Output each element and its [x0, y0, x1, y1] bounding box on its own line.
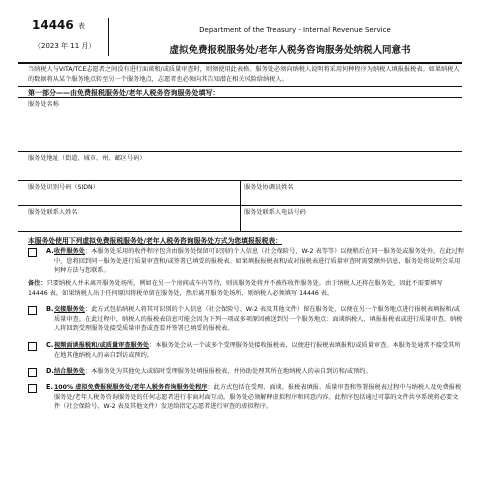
- field-divider: [18, 151, 462, 152]
- option-letter: E.: [46, 383, 54, 391]
- field-column-divider: [240, 180, 241, 231]
- field-divider: [18, 97, 462, 98]
- field-divider: [18, 231, 462, 232]
- option-a-checkbox[interactable]: [28, 248, 37, 257]
- option-letter: B.: [46, 305, 54, 313]
- option-title: 结合服务处: [54, 368, 85, 375]
- form-date: （2023 年 11 月）: [34, 42, 96, 50]
- option-description: ：此方式包括纳税人将其可识别的个人信息（社会保险号、W-2 表及其他文件）留在服务处，以便在另一个服务地点进行报税表填报和/或质量审查。在此过程中，纳税人的报税表信息可能会因为下列一项或多项原因被送到另一个服务地点：面谈纳税人、填报报税表或进行质量审查。纳税人将回到受理服务处接受质量审查或查看并签署已填妥的报税表。: [54, 306, 463, 332]
- contact-name-field[interactable]: 服务处联系人姓名: [28, 209, 78, 216]
- option-letter: D.: [46, 367, 54, 375]
- note-paragraph: [28, 279, 464, 299]
- option-e-checkbox[interactable]: [28, 384, 37, 393]
- form-identifier: [18, 18, 109, 56]
- note-text: 只要纳税人并未离开服务处场所，例如在另一个房间或车内等待，则该服务处将并不被作收件服务处。由于纳税人还将在服务处，因此不需要填写 14446 表。如果纳税人出于任何原因将税单留在服务处，然后离开服务处场所，则纳税人必须填写 14446 表。: [28, 280, 443, 297]
- sidn-field[interactable]: 服务处识别号码（SIDN）: [28, 184, 99, 191]
- option-text: [54, 305, 464, 334]
- form-number: 14446: [32, 18, 74, 32]
- note-label: 备注：: [28, 280, 47, 287]
- option-description: ：此方式包括在受理、面谈、报税表填报、质量审查和签署报税表过程中与纳税人及免费报税服务处/老年人税务咨询服务处的任何志愿者进行非面对面互动。服务处必须解释虚拟程序和同意内容。此程序包括通过可靠的文件共享系统将必要文件（社会保险号、W-2 表及其他文件）发送给指定志愿者进行审查的虚拟程序。: [54, 384, 462, 410]
- option-title: 视频面谈报税和/或质量审查服务处: [54, 342, 150, 349]
- services-title: 本服务处使用下列虚拟免费报税服务处/老年人税务咨询服务处方式为您填报报税表：: [28, 237, 282, 245]
- coordinator-name-field[interactable]: 服务处协调员姓名: [244, 184, 294, 191]
- contact-phone-field[interactable]: 服务处联系人电话号码: [244, 209, 306, 216]
- option-text: [54, 367, 464, 377]
- part1-title: 第一部分——由免费报税服务处/老年人税务咨询服务处填写：: [28, 89, 220, 97]
- option-letter: C.: [46, 341, 54, 349]
- section-divider: [18, 86, 462, 87]
- option-title: 100% 虚拟免费报税服务处/老年人税务咨询服务处程序: [54, 384, 208, 391]
- site-address-field[interactable]: 服务处地址（街道、城市、州、邮区号码）: [28, 155, 146, 162]
- option-description: ：本服务处采用的收件程序包含由服务处保留可识别的个人信息（社会保险号、W-2 表等等）以便稍后在同一服务处或服务处外，在此过程中，您将回到同一服务处进行质量审查和/或签署已填妥的报税表。如果填报报税表和/或对报税表进行质量审查时需要额外信息，服务处将说明会采用何种方法与您联系。: [54, 248, 464, 274]
- option-text: [54, 341, 464, 360]
- agency-name: Department of the Treasury - Internal Revenue Service: [199, 26, 391, 34]
- option-d-checkbox[interactable]: [28, 368, 37, 377]
- option-description: ：本服务处会从一个或多个受理服务处接收报税表，以便进行报税表填报和/或质量审查。本服务处通常不接受其所在地其他纳税人的亲自到访或预约。: [54, 342, 461, 359]
- intro-paragraph: 当纳税人与VITA/TCE志愿者之间没有进行面谈和/或质量审查时，则须使用此表格。服务处必须向纳税人说明将采用何种程序为纳税人填报报税表。如果纳税人的数据将从某个服务地点转至另一个服务地点，志愿者也必须向其告知潜在相关风险给纳税人。: [28, 66, 460, 83]
- option-description: ：本服务处为其他免大或临时受理服务处填报报税表，并协助处理其所在地纳税人的亲自到访和/或预约。: [84, 368, 372, 375]
- option-title: 收件服务处: [54, 248, 85, 255]
- option-text: [54, 247, 464, 276]
- form-number-suffix: 表: [78, 22, 85, 30]
- form-title: 虚拟免费报税服务处/老年人税务咨询服务处纳税人同意书: [169, 45, 411, 56]
- option-title: 交接服务处: [54, 306, 85, 313]
- site-name-field[interactable]: 服务处名称: [28, 101, 59, 108]
- header-divider: [18, 62, 462, 64]
- option-letter: A.: [46, 247, 54, 255]
- option-b-checkbox[interactable]: [28, 306, 37, 315]
- option-text: [54, 383, 464, 412]
- option-c-checkbox[interactable]: [28, 342, 37, 351]
